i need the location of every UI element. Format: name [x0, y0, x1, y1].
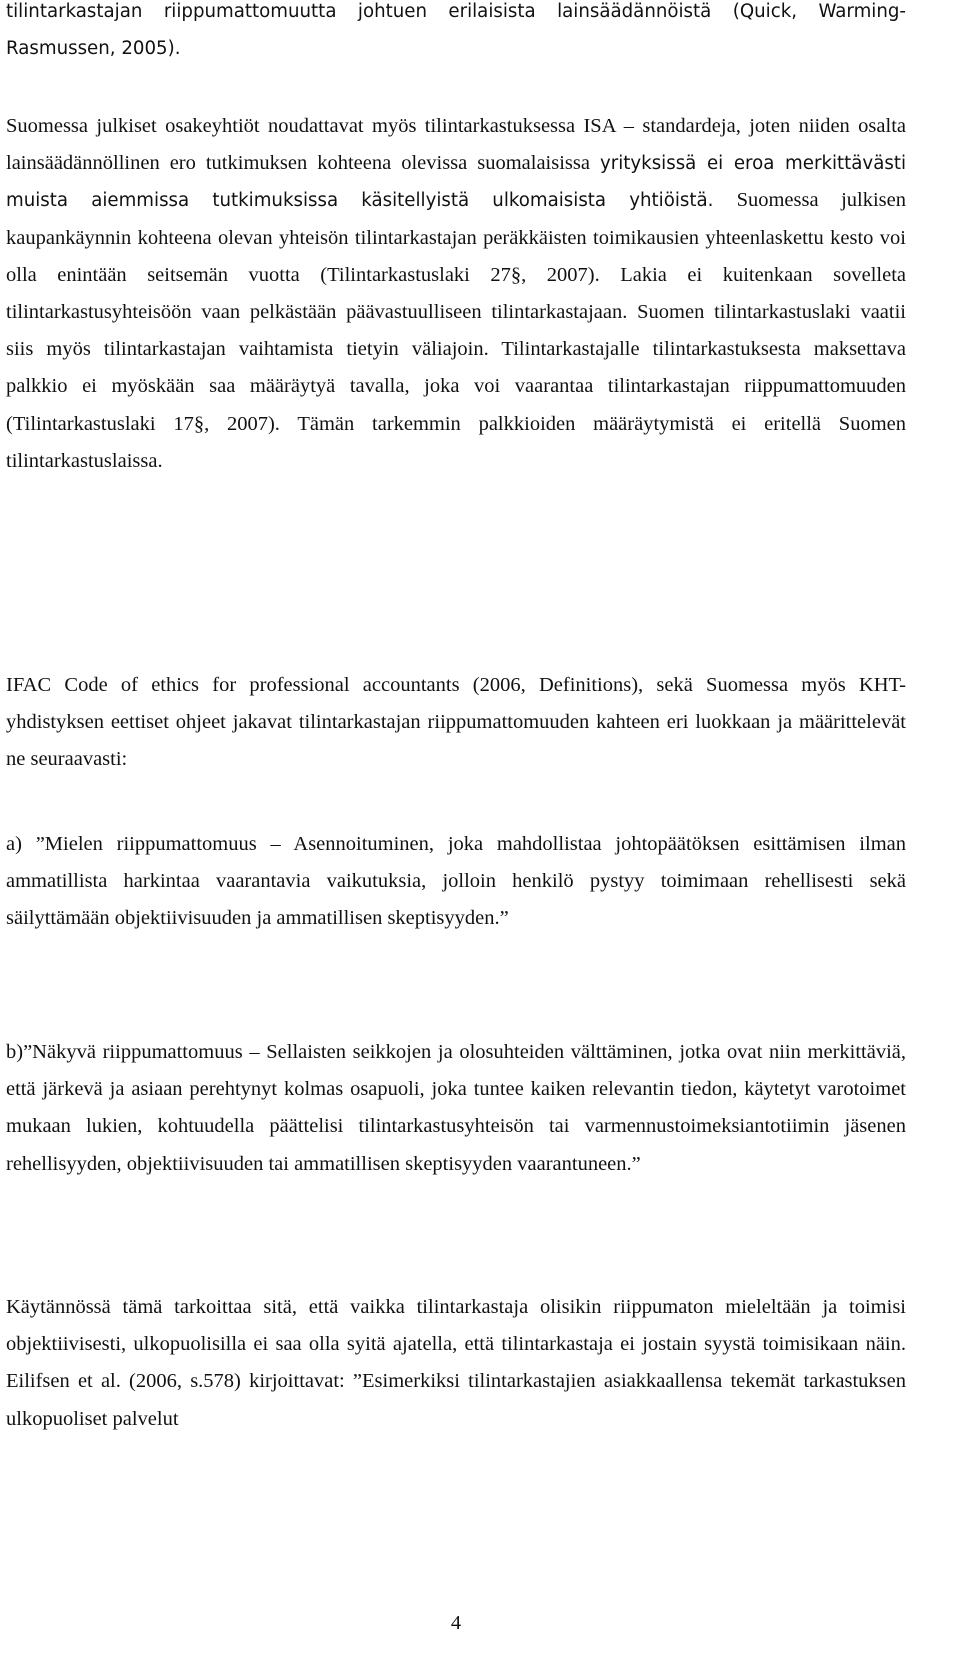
- paragraph-4-definition-a: [6, 826, 906, 938]
- paragraph-2: [6, 108, 906, 480]
- paragraph-1: [6, 0, 906, 67]
- paragraph-1-text: tilintarkastajan riippumattomuutta johtuen erilaisista lainsäädännöistä (Quick, Warming-Rasmussen, 2005).: [6, 1, 906, 60]
- paragraph-6-text: Käytännössä tämä tarkoittaa sitä, että vaikka tilintarkastaja olisikin riippumaton mieleltään ja toimisi objektiivisesti, ulkopuolisilla ei saa olla syitä ajatella, että tilintarkastaja ei jostain syystä toimisikaan näin. Eilifsen et al. (2006, s.578) kirjoittavat: ”Esimerkiksi tilintarkastajien asiakkaallensa tekemät tarkastuksen ulkopuoliset palvelut: [6, 1296, 906, 1430]
- page-number: 4: [450, 1612, 462, 1634]
- paragraph-6: [6, 1289, 906, 1438]
- paragraph-2-text-a: Suomessa julkiset osakeyhtiöt noudattavat myös tilintarkastuksessa ISA – standardeja, joten niiden osalta lainsäädännöllinen ero tutkimuksen kohteena olevissa suomalaisissa: [6, 115, 906, 175]
- paragraph-2-text-b: yrityksissä ei eroa merkittävästi muista aiemmissa tutkimuksissa käsitellyistä ulkomaisista yhtiöistä.: [6, 153, 907, 212]
- paragraph-3-text: IFAC Code of ethics for professional accountants (2006, Definitions), sekä Suomessa myös KHT-yhdistyksen eettiset ohjeet jakavat tilintarkastajan riippumattomuuden kahteen eri luokkaan ja määrittelevät ne seuraavasti:: [6, 674, 906, 771]
- paragraph-5-text: b)”Näkyvä riippumattomuus – Sellaisten seikkojen ja olosuhteiden välttäminen, jotka ovat niin merkittäviä, että järkevä ja asiaan perehtynyt kolmas osapuoli, joka tuntee kaiken relevantin tiedon, käytetyt varotoimet mukaan lukien, kohtuudella päättelisi tilintarkastusyhteisön tai varmennustoimeksiantotiimin jäsenen rehellisyyden, objektiivisuuden tai ammatillisen skeptisyyden vaarantuneen.”: [6, 1041, 906, 1175]
- paragraph-2-text-c: Suomessa julkisen kaupankäynnin kohteena olevan yhteisön tilintarkastajan peräkkäisten toimikausien yhteenlaskettu kesto voi olla enintään seitsemän vuotta (Tilintarkastuslaki 27§, 2007). Lakia ei kuitenkaan sovelleta tilintarkastusyhteisöön vaan pelkästään päävastuulliseen tilintarkastajaan. Suomen tilintarkastuslaki vaatii siis myös tilintarkastajan vaihtamista tietyin väliajoin. Tilintarkastajalle tilintarkastuksesta maksettava palkkio ei myöskään saa määräytyä tavalla, joka voi vaarantaa tilintarkastajan riippumattomuuden (Tilintarkastuslaki 17§, 2007). Tämän tarkemmin palkkioiden määräytymistä ei eritellä Suomen tilintarkastuslaissa.: [6, 189, 906, 472]
- paragraph-4-text: a) ”Mielen riippumattomuus – Asennoituminen, joka mahdollistaa johtopäätöksen esittämisen ilman ammatillista harkintaa vaarantavia vaikutuksia, jolloin henkilö pystyy toimimaan rehellisesti sekä säilyttämään objektiivisuuden ja ammatillisen skeptisyyden.”: [6, 833, 906, 930]
- paragraph-3: [6, 667, 906, 779]
- paragraph-5-definition-b: [6, 1034, 906, 1183]
